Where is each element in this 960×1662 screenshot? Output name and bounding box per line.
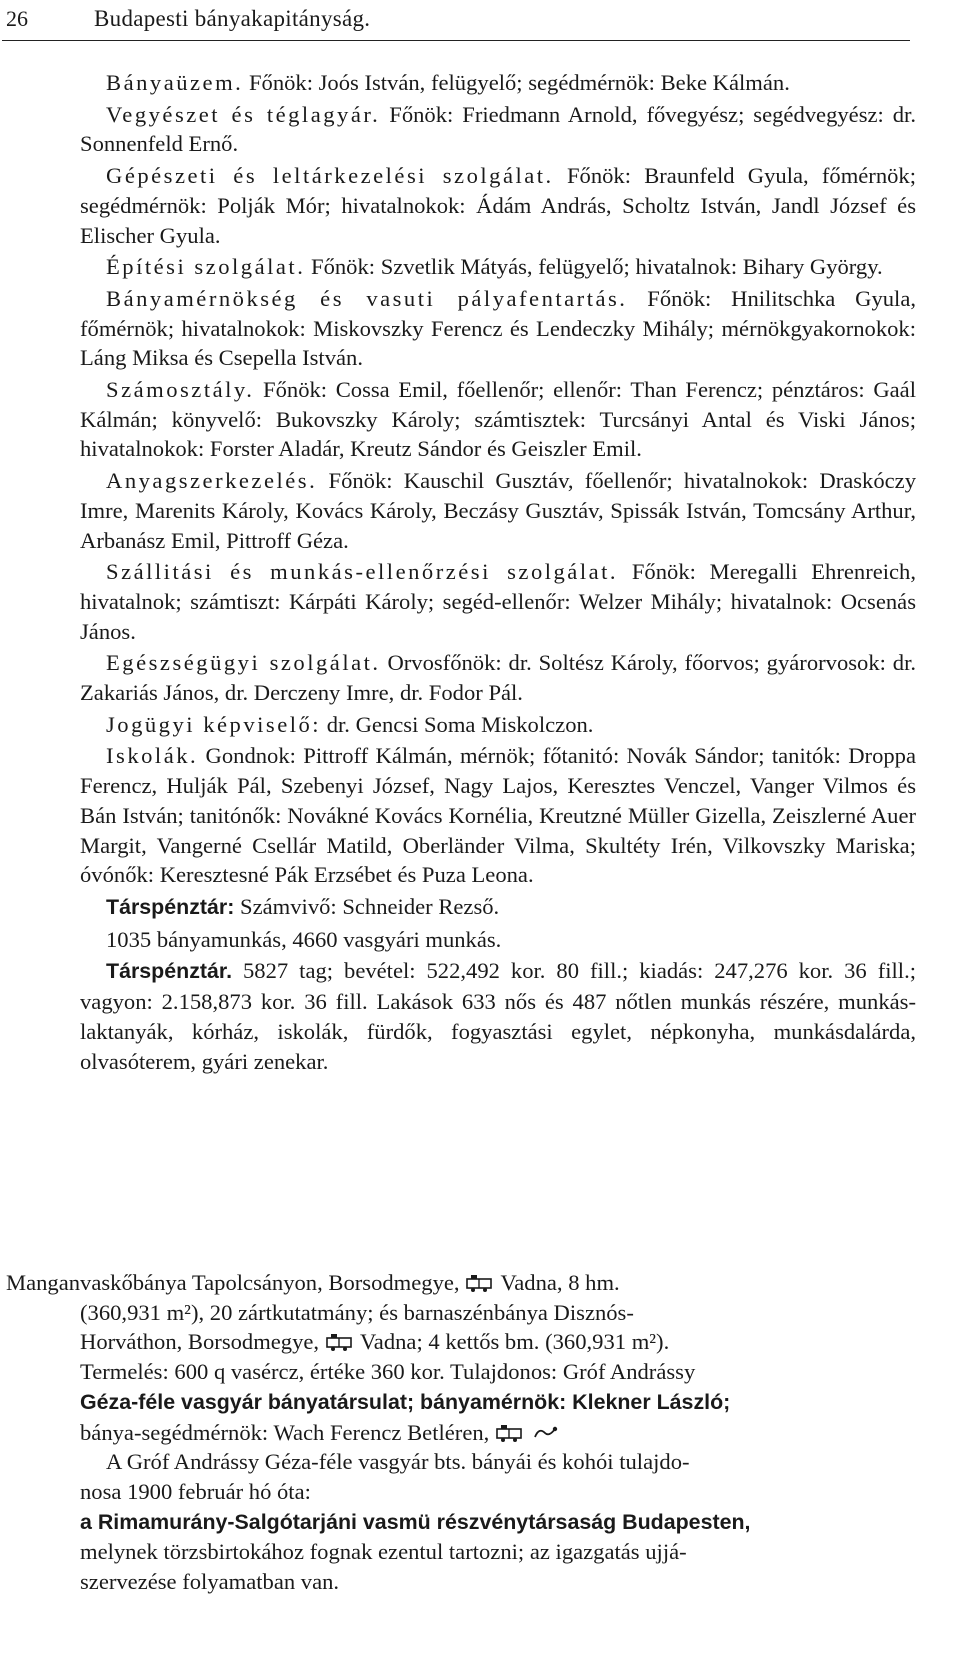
section-text: Főnök: Meregalli Ehrenreich, hivatalnok; számtiszt: Kárpáti Károly; segéd-ellenőr: Welzer Mihály; hivatalnok: Ocsenás János. [80, 559, 917, 644]
mine-line: melynek törzsbirtokához fognak ezentul tartozni; az igazgatás ujjá- [80, 1539, 687, 1565]
mine-paragraph-2 [6, 1447, 916, 1597]
section-text: 5827 tag; bevétel: 522,492 kor. 80 fill.; kiadás: 247,276 kor. 36 fill.; vagyon: 2.158,873 kor. 36 fill. Lakások 633 nős és 487 nőtlen munkás részére, munkás-laktanyák, kórház, iskolák, fürdők, fogyasztási egylet, népkonyha, munkásdalárda, olvasóterem, gyári zenekar. [80, 958, 916, 1074]
post-office-icon [531, 1423, 561, 1443]
railway-station-icon [325, 1332, 355, 1352]
section-iskolak [80, 741, 916, 890]
section-szallitasi [80, 557, 916, 646]
section-lead: Bányaüzem. [106, 70, 244, 95]
section-lead: Iskolák. [106, 743, 199, 769]
staff-list [80, 68, 916, 1078]
mine-line: bánya-segédmérnök: Wach Ferencz Betléren, [80, 1419, 490, 1445]
section-lead: Jogügyi képviselő: [106, 711, 322, 737]
page-header [6, 6, 954, 40]
mine-line: Vadna, 8 hm. [500, 1270, 620, 1295]
mine-paragraph [6, 1268, 916, 1447]
section-tarspenztar-2 [80, 956, 916, 1076]
page-number: 26 [6, 6, 28, 31]
mine-line: Géza-féle vasgyár bányatársulat; bányamérnök: Klekner László; [80, 1389, 731, 1414]
mine-line: Vadna; 4 kettős bm. (360,931 m²). [359, 1329, 670, 1355]
section-text: 1035 bányamunkás, 4660 vasgyári munkás. [106, 926, 502, 952]
section-lead: Számosztály. [106, 377, 255, 403]
section-lead: Társpénztár. [106, 959, 233, 984]
section-lead: Szállitási és munkás-ellenőrzési szolgálat. [106, 559, 619, 585]
section-epitesi [80, 252, 916, 282]
section-text: dr. Gencsi Soma Miskolczon. [326, 711, 594, 737]
section-lead: Egészségügyi szolgálat. [106, 650, 381, 676]
section-lead: Gépészeti és leltárkezelési szolgálat. [106, 163, 554, 189]
section-text: Főnök: Joós István, felügyelő; segédmérnök: Beke Kálmán. [248, 70, 790, 95]
running-title: Budapesti bányakapitányság. [94, 6, 371, 31]
section-lead: Bányamérnökség és vasuti pályafentartás. [106, 285, 628, 311]
section-lead: Társpénztár: [106, 894, 235, 919]
section-text: Főnök: Cossa Emil, főellenőr; ellenőr: Than Ferencz; pénztáros: Gaál Kálmán; könyvelő: Bukovszky Károly; számtisztek: Turcsányi Antal és Viski János; hivatalnokok: Forster Aladár, Kreutz Sándor és Geiszler Emil. [80, 377, 916, 462]
mine-line: a Rimamurány-Salgótarjáni vasmü részvénytársaság Budapesten, [80, 1509, 751, 1534]
section-banyamernokseg [80, 284, 916, 373]
section-szamosztaly [80, 375, 916, 464]
section-anyagszerkezeles [80, 466, 916, 555]
mine-line: (360,931 m²), 20 zártkutatmány; és barnaszénbánya Disznós- [80, 1299, 634, 1325]
section-bany-auzem [80, 68, 916, 98]
section-text: Orvosfőnök: dr. Soltész Károly, főorvos; gyárorvosok: dr. Zakariás János, dr. Derczeny Imre, dr. Fodor Pál. [80, 650, 916, 706]
section-lead: Vegyészet és téglagyár. [106, 101, 381, 127]
mine-line: A Gróf Andrássy Géza-féle vasgyár bts. bányái és kohói tulajdo- [106, 1449, 690, 1475]
section-text: Gondnok: Pittroff Kálmán, mérnök; főtanitó: Novák Sándor; tanitók: Droppa Ferencz, Hulják Pál, Szebenyi József, Nagy Lajos, Keresztes Venczel, Vanger Vilmos és Bán István; tanitónők: Novákné Kovács Kornélia, Kreutzné Müller Gizella, Zeiszlerné Auer Margit, Vangerné Csellár Matild, Oberländer Vilma, Skultéty Irén, Vilkovszky Mariska; óvónők: Keresztesné Pák Erzsébet és Puza Leona. [80, 743, 916, 888]
header-rule [2, 40, 910, 41]
railway-station-icon [495, 1423, 525, 1443]
section-text: Főnök: Kauschil Gusztáv, főellenőr; hivatalnokok: Draskóczy Imre, Marenits Károly, Kovács Károly, Beczásy Gusztáv, Spissák István, Tomcsány Arthur, Arbanász Emil, Pittroff Géza. [80, 468, 916, 553]
section-text: Számvivő: Schneider Rezső. [240, 893, 500, 919]
railway-station-icon [465, 1273, 495, 1293]
section-gepeszeti [80, 161, 916, 250]
mine-line: szervezése folyamatban van. [80, 1569, 340, 1595]
mine-entry [6, 1268, 916, 1597]
section-lead: Anyagszerkezelés. [106, 468, 318, 494]
section-tarspenztar-1 [80, 892, 916, 923]
section-jogugyi [80, 710, 916, 740]
section-text: Főnök: Hnilitschka Gyula, főmérnök; hivatalnokok: Miskovszky Ferencz és Lendeczky Mihály; mérnökgyakornokok: Láng Miksa és Csepella István. [80, 285, 916, 371]
mine-line: Manganvaskőbánya Tapolcsányon, Borsodmegye, [6, 1270, 460, 1295]
mine-line: Horváthon, Borsodmegye, [80, 1329, 320, 1355]
section-egeszsegugyi [80, 648, 916, 707]
section-vegyeszet [80, 100, 916, 159]
section-text: Főnök: Szvetlik Mátyás, felügyelő; hivatalnok: Bihary György. [311, 254, 883, 280]
section-text: Főnök: Braunfeld Gyula, főmérnök; segédmérnök: Polják Mór; hivatalnokok: Ádám András, Scholtz István, Jandl József és Elischer Gyula. [80, 163, 916, 248]
section-lead: Építési szolgálat. [106, 254, 306, 280]
mine-line: nosa 1900 február hó óta: [80, 1478, 311, 1504]
section-text: Főnök: Friedmann Arnold, fővegyész; segédvegyész: dr. Sonnenfeld Ernő. [80, 101, 916, 157]
mine-line: Termelés: 600 q vasércz, értéke 360 kor. Tulajdonos: Gróf Andrássy [80, 1359, 696, 1385]
section-workers [80, 925, 916, 955]
